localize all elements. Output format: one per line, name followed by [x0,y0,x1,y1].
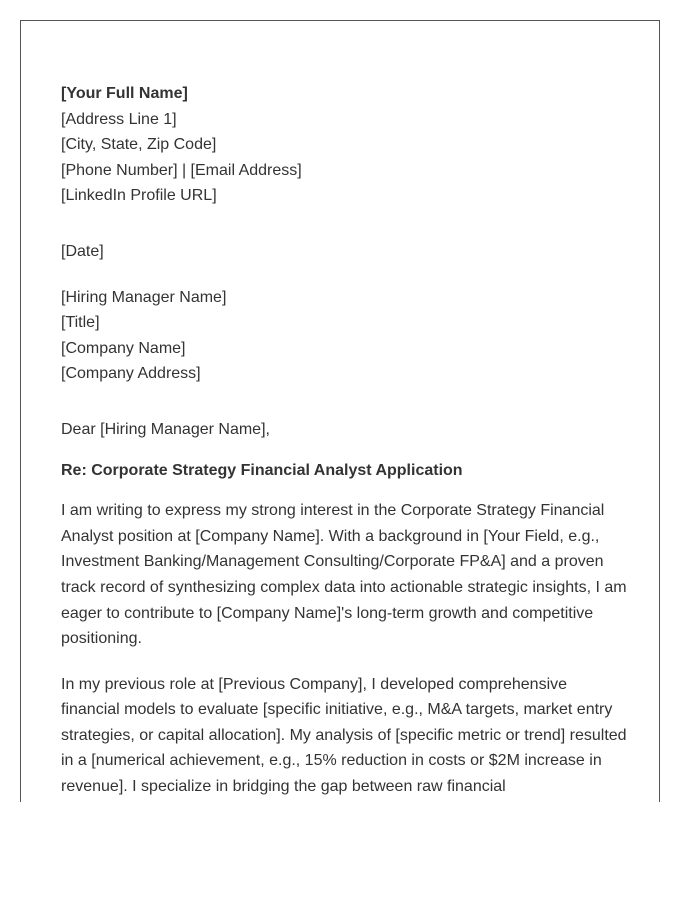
recipient-title: [Title] [61,314,100,332]
body-paragraph: I am writing to express my strong interest in the Corporate Strategy Financial Analyst position at [Company Name]. With a background in [Your Field, e.g., Investment Banking/Management Consulting/Corporate FP&A] and a proven track record of synthesizing complex data into actionable strategic insights, I am eager to contribute to [Company Name]'s long-term growth and competitive positioning. [61,502,627,648]
recipient-company: [Company Name] [61,339,186,357]
date-block [61,239,627,265]
letter-content [61,81,627,800]
recipient-address: [Company Address] [61,365,201,383]
sender-block [61,81,627,209]
sender-address-line: [Address Line 1] [61,110,177,128]
sender-city-state-zip: [City, State, Zip Code] [61,136,217,154]
sender-name: [Your Full Name] [61,85,188,102]
salutation: Dear [Hiring Manager Name], [61,420,270,438]
sender-linkedin: [LinkedIn Profile URL] [61,187,217,205]
letter-page [20,20,660,802]
recipient-name: [Hiring Manager Name] [61,288,227,306]
sender-contact: [Phone Number] | [Email Address] [61,161,302,179]
letter-date: [Date] [61,242,104,260]
subject-line: Re: Corporate Strategy Financial Analyst Application [61,461,463,479]
body-paragraph: In my previous role at [Previous Company], I developed comprehensive financial models to evaluate [specific initiative, e.g., M&A targets, market entry strategies, or capital allocation]. My analysis of [specific metric or trend] resulted in a [numerical achievement, e.g., 15% reduction in costs or $2M increase in revenue]. I specialize in bridging the gap between raw financial [61,675,627,796]
recipient-block [61,285,627,387]
